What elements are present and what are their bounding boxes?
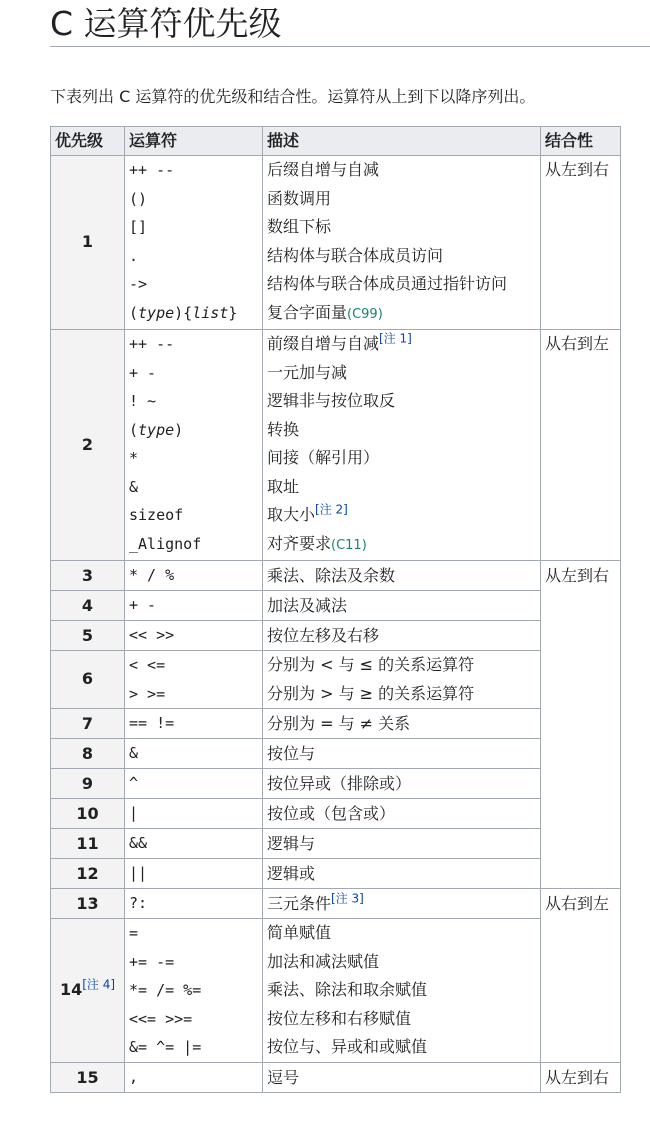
precedence-cell: 2 [51,330,125,561]
description: 间接（解引用） [267,448,380,467]
operator-part: ) [174,420,184,439]
precedence-cell: 1 [51,156,125,330]
header-description: 描述 [263,127,541,156]
description: 分别为 < 与 ≤ 的关系运算符 [267,655,475,674]
header-operator: 运算符 [125,127,263,156]
operator: &= ^= |= [129,1038,202,1056]
description-cell: 逗号 [263,1062,541,1092]
table-row [51,889,621,919]
table-row [51,621,621,651]
operator-cell: ^ [125,769,263,799]
precedence-table [50,126,621,1093]
operator-cell [125,919,263,1063]
precedence-text: 14 [59,980,83,999]
operator-part: type [138,420,175,439]
operator: += -= [129,952,175,971]
operator-cell: * / % [125,561,263,591]
operator: <<= >>= [129,1009,193,1028]
description-cell: 按位与 [263,739,541,769]
operator: () [129,189,148,208]
header-precedence: 优先级 [51,127,125,156]
operator-cell: ?: [125,889,263,919]
description-cell: 按位或（包含或） [263,799,541,829]
table-row [51,651,621,709]
standard-link[interactable]: (C11) [331,537,367,553]
footnote-link[interactable]: [注 3] [331,891,364,906]
description-cell [263,156,541,330]
table-row [51,1062,621,1092]
standard-link[interactable]: (C99) [347,306,383,322]
description-text: 取大小 [267,505,316,524]
description-cell: 按位左移及右移 [263,621,541,651]
precedence-cell: 6 [51,651,125,709]
description-cell [263,889,541,919]
operator: < <= [129,656,166,674]
operator-part: ){ [174,303,193,322]
operator: sizeof [129,506,184,524]
operator: * [129,449,139,467]
description [267,501,536,530]
table-row [51,739,621,769]
table-row [51,561,621,591]
operator-part: type [138,303,175,322]
precedence-cell: 15 [51,1062,125,1092]
precedence-cell [51,919,125,1063]
description: 简单赋值 [267,923,332,942]
operator-part: ( [129,303,139,322]
footnote-link[interactable]: [注 2] [315,502,348,517]
description: 分别为 > 与 ≥ 的关系运算符 [267,683,475,703]
operator-cell [125,651,263,709]
description: 加法和减法赋值 [267,951,380,971]
precedence-cell: 11 [51,829,125,859]
operator: & [129,477,139,496]
description-cell: 逻辑与 [263,829,541,859]
description: 转换 [267,419,300,439]
table-row [51,829,621,859]
operator: . [129,246,139,265]
operator [129,299,258,328]
footnote-link[interactable]: [注 1] [379,331,412,346]
table-header-row [51,127,621,156]
table-row [51,709,621,739]
precedence-cell: 7 [51,709,125,739]
table-row [51,330,621,561]
operator-cell: | [125,799,263,829]
description-text: 对齐要求 [267,533,332,553]
description-cell [263,651,541,709]
description-cell: 加法及减法 [263,591,541,621]
description-cell [263,330,541,561]
description: 数组下标 [267,217,332,236]
operator-cell: , [125,1062,263,1092]
operator: *= /= %= [129,981,202,999]
description [267,330,536,359]
table-row [51,769,621,799]
operator-cell: << >> [125,621,263,651]
description [267,530,536,561]
operator: + - [129,363,157,382]
operator-cell [125,156,263,330]
associativity-cell: 从左到右 [541,561,621,889]
description: 按位与、异或和或赋值 [267,1037,428,1056]
precedence-cell: 5 [51,621,125,651]
table-row [51,591,621,621]
operator-part: list [192,303,229,322]
precedence-cell: 4 [51,591,125,621]
description: 一元加与减 [267,362,348,382]
operator: -> [129,275,148,293]
operator-cell: == != [125,709,263,739]
description-cell: 按位异或（排除或） [263,769,541,799]
operator: > >= [129,684,166,703]
description-cell: 乘法、除法及余数 [263,561,541,591]
page-title: C 运算符优先级 [50,4,282,43]
description-text: 前缀自增与自减 [267,334,380,353]
footnote-link[interactable]: [注 4] [82,977,116,992]
precedence-cell: 10 [51,799,125,829]
associativity-cell: 从右到左 [541,889,621,1063]
operator-cell [125,330,263,561]
description-text: 复合字面量 [267,302,348,322]
description: 乘法、除法和取余赋值 [267,980,428,999]
operator: [] [129,218,148,236]
associativity-cell: 从左到右 [541,1062,621,1092]
precedence-cell: 9 [51,769,125,799]
operator-part: } [228,303,238,322]
description: 结构体与联合体成员通过指针访问 [267,274,508,293]
table-row [51,799,621,829]
description: 函数调用 [267,188,332,208]
operator: ++ -- [129,161,175,179]
table-row [51,156,621,330]
operator: ! ~ [129,392,157,410]
operator: _Alignof [129,534,202,553]
title-divider [50,46,650,47]
header-associativity: 结合性 [541,127,621,156]
description: 按位左移和右移赋值 [267,1008,412,1028]
description: 逻辑非与按位取反 [267,391,396,410]
description [267,299,536,330]
operator-cell: & [125,739,263,769]
description: 结构体与联合体成员访问 [267,245,444,265]
precedence-cell: 12 [51,859,125,889]
description: 取址 [267,476,300,496]
description: 后缀自增与自减 [267,160,380,179]
description-text: 三元条件 [267,894,332,913]
operator-part: ( [129,420,139,439]
associativity-cell: 从右到左 [541,330,621,561]
operator [129,416,258,445]
operator-cell: || [125,859,263,889]
operator: ++ -- [129,335,175,353]
description-cell [263,919,541,1063]
precedence-cell: 3 [51,561,125,591]
associativity-cell: 从左到右 [541,156,621,330]
precedence-cell: 8 [51,739,125,769]
operator: = [129,924,139,942]
precedence-cell: 13 [51,889,125,919]
operator-cell: + - [125,591,263,621]
operator-cell: && [125,829,263,859]
table-row [51,859,621,889]
description-cell: 分别为 = 与 ≠ 关系 [263,709,541,739]
table-row [51,919,621,1063]
intro-text: 下表列出 C 运算符的优先级和结合性。运算符从上到下以降序列出。 [50,87,536,106]
description-cell: 逻辑或 [263,859,541,889]
